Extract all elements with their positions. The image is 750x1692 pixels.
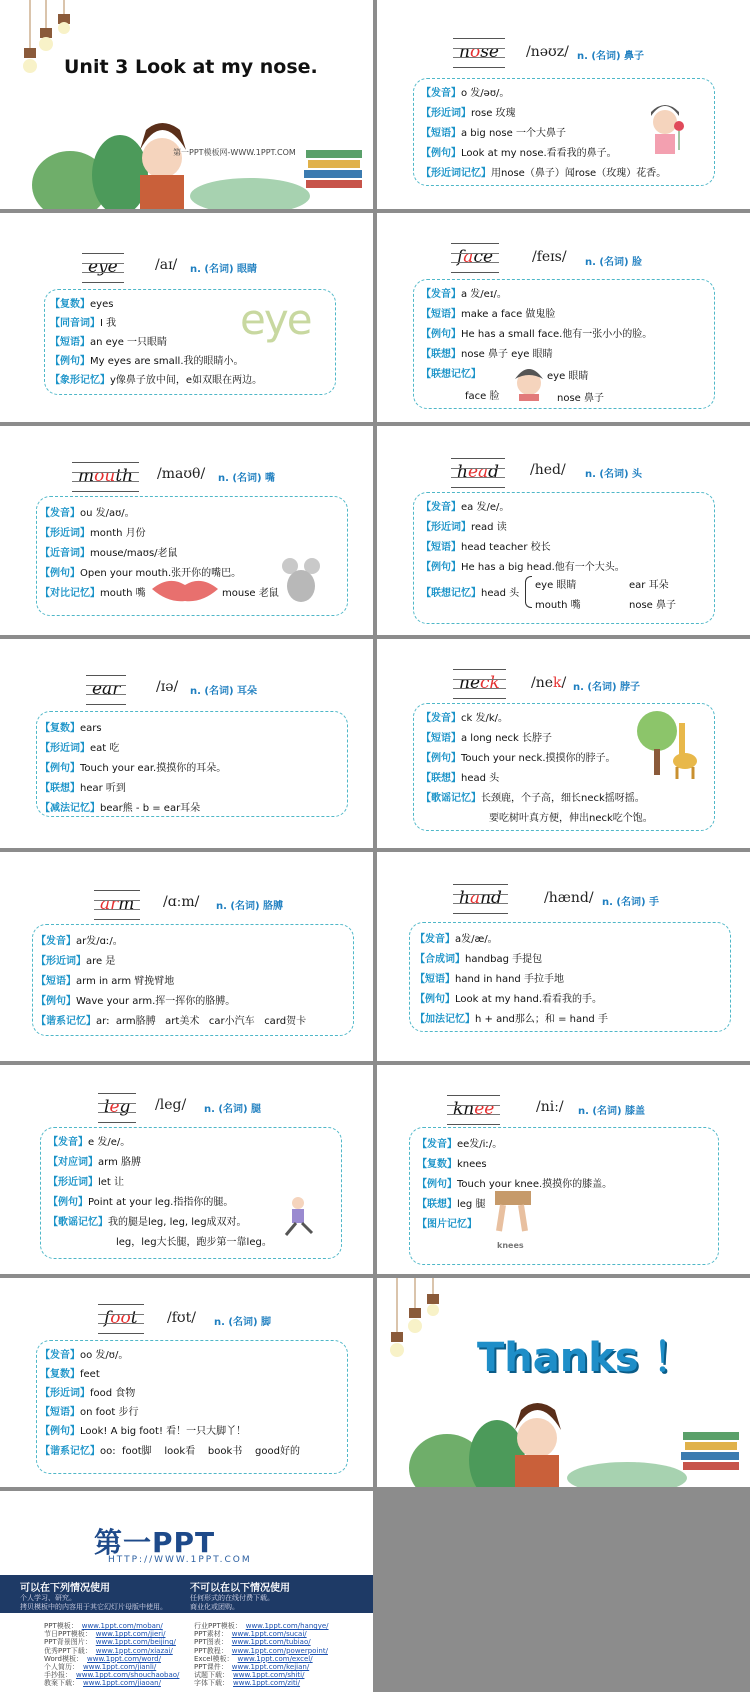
- note-line: 【象形记忆】y像鼻子放中间，e如双眼在两边。: [50, 375, 263, 386]
- note-line: 【发音】ou 发/aʊ/。: [40, 508, 135, 519]
- promo-link-label: PPT图表：: [194, 1638, 228, 1647]
- slide-ear: [0, 639, 373, 848]
- promo-link-label: PPT教程：: [194, 1646, 228, 1655]
- phonetic: /hænd/: [544, 890, 594, 906]
- note-line: 【例句】He has a small face.他有一张小小的脸。: [421, 329, 653, 340]
- note-line: 【例句】He has a big head.他有一个大头。: [421, 562, 625, 573]
- promo-link-label: PPT素材：: [194, 1630, 228, 1639]
- runner-illustration: [280, 1195, 320, 1239]
- knees-caption: knees: [497, 1241, 524, 1250]
- note-line: 【例句】Touch your neck.摸摸你的脖子。: [421, 753, 616, 764]
- part-of-speech: n. (名词) 脸: [585, 257, 643, 268]
- note-line: 【联想】hear 听到: [40, 783, 126, 794]
- promo-brand: 第一PPT: [94, 1526, 216, 1559]
- slide-foot: [0, 1278, 373, 1487]
- note-line: 【联想记忆】: [421, 369, 481, 380]
- note-line: 【短语】head teacher 校长: [421, 542, 551, 553]
- note-line: 【形近词】rose 玫瑰: [421, 108, 516, 119]
- note-line-extra: leg，leg大长腿，跑步第一靠leg。: [116, 1237, 272, 1248]
- promo-link-label: PPT背景图片：: [44, 1638, 92, 1647]
- note-line: 【发音】a 发/eɪ/。: [421, 289, 507, 300]
- lips-illustration: [150, 576, 220, 602]
- note-line: 【复数】ears: [40, 723, 102, 734]
- note-line: 【短语】a big nose 一个大鼻子: [421, 128, 566, 139]
- note-line: 【谐系记忆】oo: foot脚 look看 book书 good好的: [40, 1446, 300, 1457]
- phonetic: /maʊθ/: [157, 466, 206, 482]
- note-line: 【形近词】food 食物: [40, 1388, 136, 1399]
- part-of-speech: n. (名词) 脚: [214, 1317, 272, 1328]
- note-line: 【发音】e 发/e/。: [48, 1137, 131, 1148]
- promo-link-url[interactable]: www.1ppt.com/excel/: [237, 1654, 313, 1663]
- note-line: 【例句】Touch your ear.摸摸你的耳朵。: [40, 763, 227, 774]
- note-line: 【联想】nose 鼻子 eye 眼睛: [421, 349, 553, 360]
- mouse-label: mouse 老鼠: [222, 588, 279, 599]
- phonetic: /aɪ/: [155, 257, 178, 273]
- slide-promo: [0, 1491, 373, 1692]
- note-line: 【形近词记忆】用nose（鼻子）闻rose（玫瑰）花香。: [421, 168, 667, 179]
- promo-link-row[interactable]: [44, 1678, 161, 1688]
- word-eye: eye: [88, 257, 118, 277]
- promo-link-url[interactable]: www.1ppt.com/shouchaobao/: [76, 1671, 180, 1680]
- note-line: 【复数】eyes: [50, 299, 114, 310]
- promo-link-label: PPT模板：: [44, 1622, 78, 1630]
- note-line: 【对比记忆】mouth 嘴: [40, 588, 146, 599]
- promo-link-url[interactable]: www.1ppt.com/beijing/: [95, 1638, 176, 1647]
- note-line: 【复数】knees: [417, 1159, 487, 1170]
- word-neck: neck: [459, 673, 500, 693]
- promo-link-label: 试题下载：: [194, 1671, 229, 1680]
- promo-link-label: 节日PPT模板：: [44, 1630, 92, 1639]
- assoc-nose: nose 鼻子: [629, 600, 676, 611]
- note-line: 【联想记忆】head 头: [421, 588, 520, 599]
- part-of-speech: n. (名词) 头: [585, 469, 643, 480]
- note-line: 【联想】leg 腿: [417, 1199, 486, 1210]
- note-line: 【短语】an eye 一只眼睛: [50, 337, 168, 348]
- promo-link-label: 个人简历：: [44, 1663, 79, 1671]
- promo-link-row[interactable]: [194, 1678, 300, 1688]
- note-line: 【例句】Wave your arm.挥一挥你的胳膊。: [36, 996, 236, 1007]
- word-face: face: [457, 247, 493, 267]
- note-line: 【加法记忆】h + and那么；和 = hand 手: [415, 1014, 608, 1025]
- lamps-illustration: [0, 0, 373, 209]
- mouse-illustration: [280, 556, 324, 604]
- promo-link-url[interactable]: www.1ppt.com/shiti/: [233, 1671, 305, 1680]
- word-foot: foot: [104, 1308, 138, 1328]
- slide-head: [377, 426, 750, 635]
- note-line: 【对应词】arm 胳膊: [48, 1157, 141, 1168]
- part-of-speech: n. (名词) 手: [602, 897, 660, 908]
- thanks-text: Thanks ！: [477, 1335, 693, 1381]
- note-line: 【发音】o 发/əʊ/。: [421, 88, 510, 99]
- slide-arm: [0, 852, 373, 1061]
- note-line: 【发音】ee发/iː/。: [417, 1139, 503, 1150]
- note-line: 【例句】Touch your knee.摸摸你的膝盖。: [417, 1179, 613, 1190]
- word-mouth: mouth: [78, 466, 133, 486]
- cannot-item: 商业化或团购。: [190, 1603, 239, 1611]
- credit-text: 第一PPT模板网-WWW.1PPT.COM: [173, 148, 296, 157]
- part-of-speech: n. (名词) 胳膊: [216, 901, 284, 912]
- promo-link-url[interactable]: www.1ppt.com/powerpoint/: [231, 1646, 328, 1655]
- assoc-mouth: mouth 嘴: [535, 600, 581, 611]
- note-line: 【形近词】are 是: [36, 956, 116, 967]
- note-line: 【发音】ar发/ɑː/。: [36, 936, 123, 947]
- assoc-face: face 脸: [465, 391, 500, 402]
- note-line: 【谐系记忆】ar: arm胳膊 art美术 car小汽车 card贺卡: [36, 1016, 307, 1027]
- note-line: 【形近词】read 读: [421, 522, 507, 533]
- promo-link-url[interactable]: www.1ppt.com/sucai/: [231, 1630, 307, 1639]
- title-heading: Unit 3 Look at my nose.: [64, 56, 318, 78]
- note-line: 【短语】arm in arm 臂挽臂地: [36, 976, 175, 987]
- promo-link-url[interactable]: www.1ppt.com/tubiao/: [231, 1638, 311, 1647]
- word-ear: ear: [92, 679, 120, 699]
- slide-leg: [0, 1065, 373, 1274]
- note-line: 【联想】head 头: [421, 773, 500, 784]
- part-of-speech: n. (名词) 脖子: [573, 682, 641, 693]
- brace: [525, 576, 532, 608]
- promo-link-url[interactable]: www.1ppt.com/jiaoan/: [83, 1679, 161, 1688]
- can-item: 个人学习、研究。: [20, 1594, 76, 1602]
- promo-link-label: 手抄报：: [44, 1671, 72, 1680]
- cannot-item: 任何形式的在线付费下载。: [190, 1594, 274, 1602]
- girl-smelling-rose-illustration: [645, 102, 689, 154]
- note-line: 【发音】ck 发/k/。: [421, 713, 508, 724]
- note-line: 【形近词】eat 吃: [40, 743, 120, 754]
- part-of-speech: n. (名词) 耳朵: [190, 686, 258, 697]
- slide-neck: [377, 639, 750, 848]
- slide-hand: [377, 852, 750, 1061]
- word-knee: knee: [453, 1099, 494, 1119]
- word-nose: nose: [459, 42, 499, 62]
- slide-nose: [377, 0, 750, 209]
- can-item: 拷贝模板中的内容用于其它幻灯片母版中使用。: [20, 1603, 167, 1611]
- promo-link-label: PPT课件：: [194, 1663, 228, 1671]
- phonetic: /niː/: [536, 1099, 564, 1115]
- part-of-speech: n. (名词) 嘴: [218, 473, 276, 484]
- promo-link-url[interactable]: www.1ppt.com/xiazai/: [95, 1646, 173, 1655]
- word-arm: arm: [100, 894, 134, 914]
- phonetic: /nek/: [531, 675, 567, 691]
- word-leg: leg: [104, 1097, 130, 1117]
- promo-link-url[interactable]: www.1ppt.com/jianli/: [83, 1663, 157, 1671]
- slide-face: [377, 213, 750, 422]
- note-line: 【发音】ea 发/e/。: [421, 502, 510, 513]
- note-line: 【例句】Point at your leg.指指你的腿。: [48, 1197, 234, 1208]
- promo-link-label: 行业PPT模板：: [194, 1622, 242, 1630]
- phonetic: /fʊt/: [167, 1310, 196, 1326]
- note-line: 【合成词】handbag 手提包: [415, 954, 543, 965]
- phonetic: /nəʊz/: [526, 44, 569, 60]
- note-line: 【短语】hand in hand 手拉手地: [415, 974, 564, 985]
- slide-thanks: [377, 1278, 750, 1487]
- phonetic: /ɪə/: [156, 679, 179, 695]
- note-line: 【歌谣记忆】我的腿是leg, leg, leg成双对。: [48, 1217, 247, 1228]
- promo-link-url[interactable]: www.1ppt.com/ziti/: [233, 1679, 301, 1688]
- note-line: 【形近词】let 让: [48, 1177, 125, 1188]
- part-of-speech: n. (名词) 眼睛: [190, 264, 258, 275]
- part-of-speech: n. (名词) 鼻子: [577, 51, 645, 62]
- note-line: 【图片记忆】: [417, 1219, 477, 1230]
- note-line: 【发音】oo 发/ʊ/。: [40, 1350, 129, 1361]
- word-head: head: [457, 462, 499, 482]
- note-line: 【例句】Open your mouth.张开你的嘴巴。: [40, 568, 242, 579]
- note-line: 【歌谣记忆】长颈鹿，个子高，细长neck摇呀摇。: [421, 793, 645, 804]
- part-of-speech: n. (名词) 膝盖: [578, 1106, 646, 1117]
- slide-eye: [0, 213, 373, 422]
- promo-link-url[interactable]: www.1ppt.com/word/: [87, 1654, 161, 1663]
- assoc-eye: eye 眼睛: [535, 580, 577, 591]
- slide-knee: [377, 1065, 750, 1274]
- eye-pictogram: eye: [240, 295, 311, 344]
- note-line: 【形近词】month 月份: [40, 528, 146, 539]
- girl-face-illustration: [509, 361, 549, 401]
- phonetic: /ɑːm/: [163, 894, 200, 910]
- phonetic: /hed/: [530, 462, 566, 478]
- phonetic: /feɪs/: [532, 249, 567, 265]
- note-line: 【发音】a发/æ/。: [415, 934, 498, 945]
- word-hand: hand: [459, 888, 502, 908]
- note-line-extra: 要吃树叶真方便，伸出neck吃个饱。: [489, 813, 653, 824]
- assoc-eye: eye 眼睛: [547, 371, 589, 382]
- note-line: 【同音词】I 我: [50, 318, 117, 329]
- promo-link-url[interactable]: www.1ppt.com/kejian/: [231, 1663, 310, 1671]
- promo-url[interactable]: HTTP://WWW.1PPT.COM: [108, 1555, 252, 1565]
- promo-link-label: Excel模板：: [194, 1654, 234, 1663]
- promo-link-label: 教案下载：: [44, 1679, 79, 1688]
- note-line: 【例句】Look at my nose.看看我的鼻子。: [421, 148, 617, 159]
- slide-mouth: [0, 426, 373, 635]
- promo-link-url[interactable]: www.1ppt.com/hangye/: [245, 1622, 329, 1630]
- knees-illustration: [491, 1189, 535, 1235]
- note-line: 【短语】on foot 步行: [40, 1407, 139, 1418]
- note-line: 【短语】a long neck 长脖子: [421, 733, 553, 744]
- promo-link-label: Word模板：: [44, 1654, 83, 1663]
- promo-link-label: 字体下载：: [194, 1679, 229, 1688]
- phonetic: /leg/: [155, 1097, 187, 1113]
- cannot-title: 不可以在以下情况使用: [190, 1583, 290, 1594]
- part-of-speech: n. (名词) 腿: [204, 1104, 262, 1115]
- assoc-nose: nose 鼻子: [557, 393, 604, 404]
- promo-link-url[interactable]: www.1ppt.com/jieri/: [95, 1630, 166, 1639]
- note-line: 【短语】make a face 做鬼脸: [421, 309, 556, 320]
- note-line: 【例句】Look at my hand.看看我的手。: [415, 994, 602, 1005]
- can-title: 可以在下列情况使用: [20, 1583, 110, 1594]
- note-line: 【例句】My eyes are small.我的眼睛小。: [50, 356, 244, 367]
- promo-link-url[interactable]: www.1ppt.com/moban/: [81, 1622, 163, 1630]
- note-line: 【近音词】mouse/maʊs/老鼠: [40, 548, 178, 559]
- giraffe-tree-illustration: [635, 709, 701, 779]
- slide-title: [0, 0, 373, 209]
- note-line: 【复数】feet: [40, 1369, 100, 1380]
- assoc-ear: ear 耳朵: [629, 580, 669, 591]
- note-line: 【例句】Look! A big foot! 看！一只大脚丫！: [40, 1426, 247, 1437]
- promo-link-label: 优秀PPT下载：: [44, 1646, 92, 1655]
- note-line: 【减法记忆】bear熊 - b = ear耳朵: [40, 803, 201, 814]
